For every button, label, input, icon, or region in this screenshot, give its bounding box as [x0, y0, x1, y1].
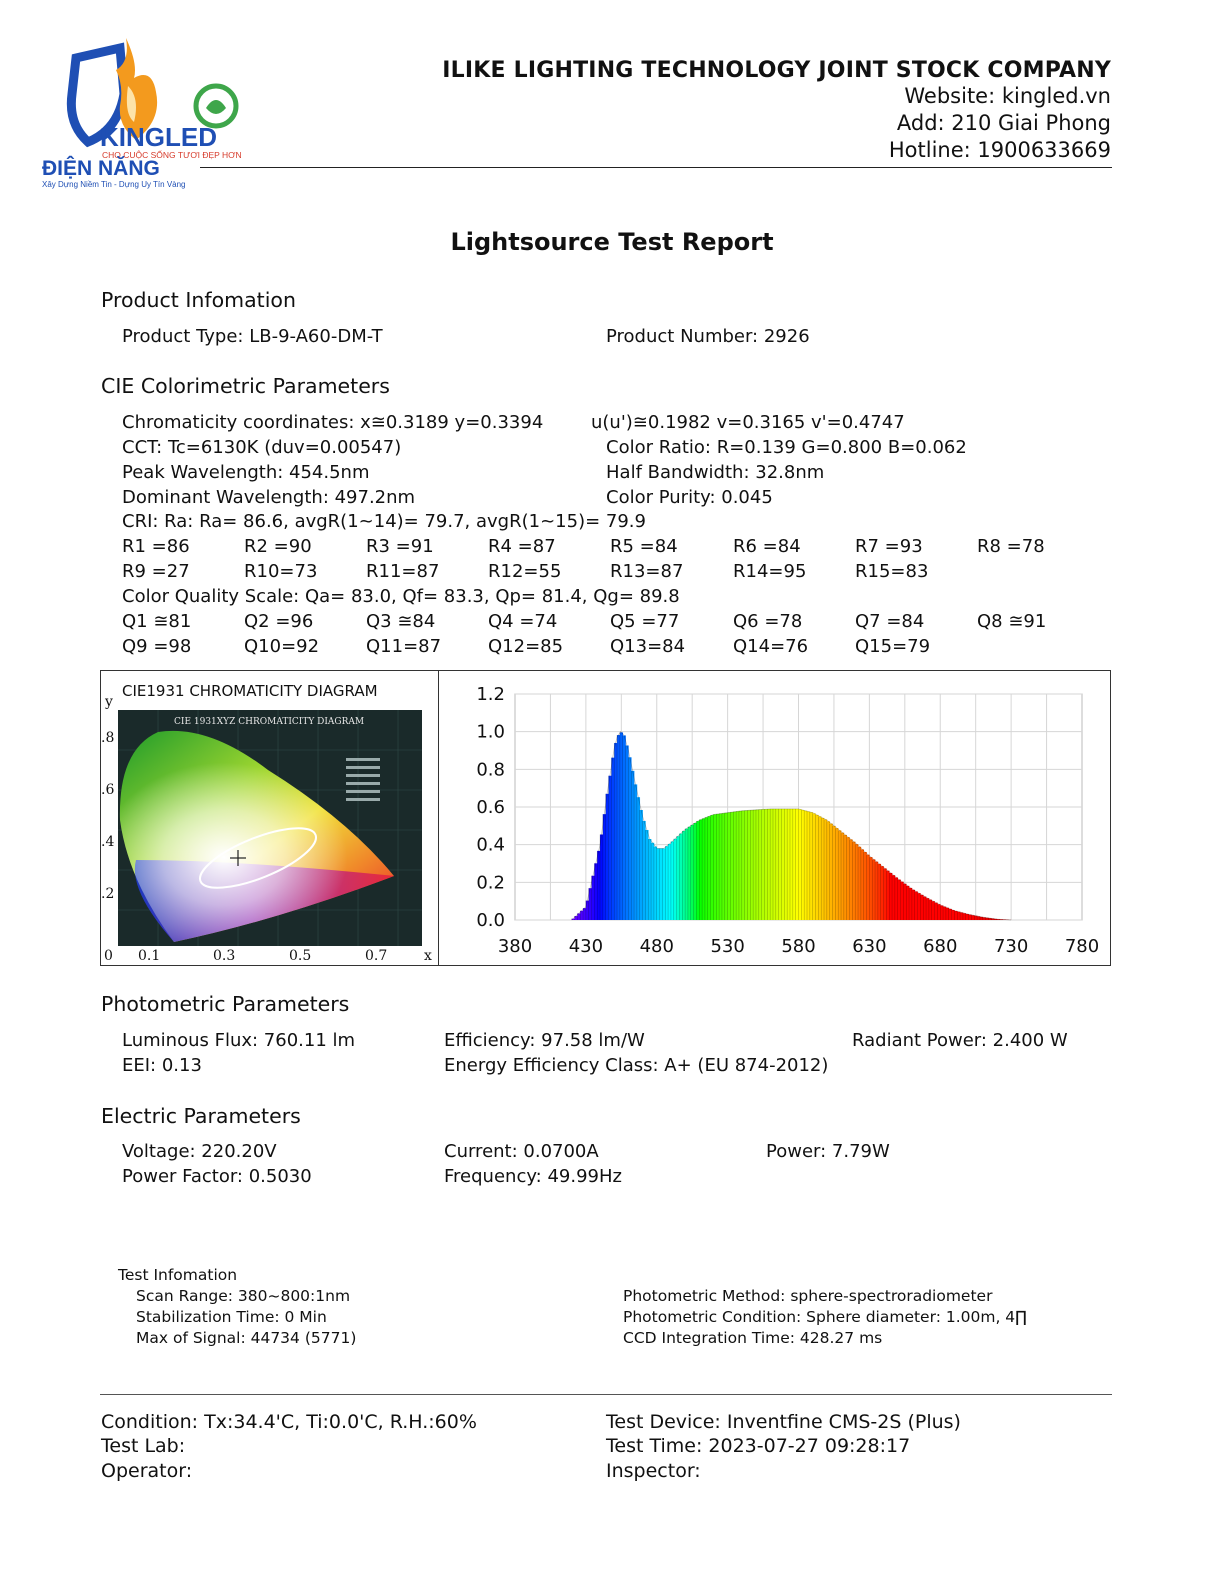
cie-x-label: x — [424, 948, 432, 964]
logo-slogan: CHO CUỘC SỐNG TƯƠI ĐẸP HƠN — [102, 150, 242, 160]
condition: Condition: Tx:34.4'C, Ti:0.0'C, R.H.:60% — [101, 1411, 477, 1433]
q-value: Q7 =84 — [855, 611, 925, 632]
logo-dealer-slogan: Xây Dựng Niềm Tin - Dựng Uy Tín Vàng — [42, 180, 186, 189]
r-value: R8 =78 — [977, 536, 1045, 557]
x-tick-label: 380 — [497, 936, 533, 957]
q-value: Q9 =98 — [122, 636, 192, 657]
x-tick-label: 530 — [710, 936, 745, 957]
frequency: Frequency: 49.99Hz — [444, 1166, 622, 1187]
y-tick-label: 1.2 — [476, 684, 505, 705]
q-value: Q12=85 — [488, 636, 564, 657]
photometric-method: Photometric Method: sphere-spectroradiometer — [623, 1287, 993, 1305]
electric-heading: Electric Parameters — [101, 1104, 301, 1128]
cie-x-tick: 0.3 — [213, 948, 236, 964]
r-value: R3 =91 — [366, 536, 434, 557]
photometric-condition: Photometric Condition: Sphere diameter: 1.00m, 4∏ — [623, 1308, 1027, 1326]
r-value: R5 =84 — [610, 536, 678, 557]
inspector: Inspector: — [606, 1460, 701, 1482]
test-device: Test Device: Inventfine CMS-2S (Plus) — [606, 1411, 961, 1433]
footer-divider — [100, 1394, 1112, 1395]
peak-wavelength: Peak Wavelength: 454.5nm — [122, 462, 370, 483]
dominant-wavelength: Dominant Wavelength: 497.2nm — [122, 487, 416, 508]
current: Current: 0.0700A — [444, 1141, 599, 1162]
company-name: ILIKE LIGHTING TECHNOLOGY JOINT STOCK COMPANY — [442, 58, 1111, 83]
company-website[interactable]: Website: kingled.vn — [904, 84, 1111, 108]
r-value: R10=73 — [244, 561, 318, 582]
r-value: R2 =90 — [244, 536, 312, 557]
cie-y-tick: .2 — [101, 886, 115, 902]
product-number: Product Number: 2926 — [606, 326, 810, 347]
diagram-divider — [438, 670, 439, 966]
q-value: Q15=79 — [855, 636, 931, 657]
r-value: R1 =86 — [122, 536, 190, 557]
x-tick-label: 780 — [1064, 936, 1100, 957]
logo-dealer: ĐIỆN NĂNG — [42, 157, 160, 180]
r-value: R14=95 — [733, 561, 807, 582]
r-value: R7 =93 — [855, 536, 923, 557]
test-lab: Test Lab: — [101, 1435, 186, 1457]
cie-y-tick: .8 — [101, 730, 115, 746]
color-ratio: Color Ratio: R=0.139 G=0.800 B=0.062 — [606, 437, 967, 458]
q-value: Q13=84 — [610, 636, 686, 657]
r-value: R13=87 — [610, 561, 684, 582]
half-bandwidth: Half Bandwidth: 32.8nm — [606, 462, 825, 483]
scan-range: Scan Range: 380~800:1nm — [136, 1287, 351, 1305]
power: Power: 7.79W — [766, 1141, 890, 1162]
cie-x-tick: 0.5 — [289, 948, 312, 964]
company-hotline: Hotline: 1900633669 — [888, 138, 1111, 162]
company-address: Add: 210 Giai Phong — [896, 111, 1111, 135]
luminous-flux: Luminous Flux: 760.11 lm — [122, 1030, 356, 1051]
logo-brand: KINGLED — [100, 122, 217, 152]
y-tick-label: 0.4 — [476, 834, 505, 856]
power-factor: Power Factor: 0.5030 — [122, 1166, 312, 1187]
q-value: Q6 =78 — [733, 611, 803, 632]
r-value: R9 =27 — [122, 561, 190, 582]
q-value: Q11=87 — [366, 636, 442, 657]
test-info-heading: Test Infomation — [118, 1266, 238, 1284]
q-value: Q3 ≅84 — [366, 611, 436, 632]
x-tick-label: 580 — [781, 936, 816, 957]
q-value: Q4 =74 — [488, 611, 558, 632]
y-tick-label: 1.0 — [476, 721, 505, 743]
cie-diagram-title: CIE1931 CHROMATICITY DIAGRAM — [122, 682, 378, 700]
q-value: Q2 =96 — [244, 611, 314, 632]
cie-x-tick: 0.1 — [138, 948, 161, 964]
q-value: Q10=92 — [244, 636, 320, 657]
x-tick-label: 430 — [568, 936, 604, 957]
photometric-heading: Photometric Parameters — [101, 992, 350, 1016]
y-tick-label: 0.8 — [476, 759, 505, 781]
kingled-logo — [38, 34, 268, 196]
product-type: Product Type: LB-9-A60-DM-T — [122, 326, 383, 347]
q-value: Q8 ≅91 — [977, 611, 1047, 632]
cqs-summary: Color Quality Scale: Qa= 83.0, Qf= 83.3, Qp= 81.4, Qg= 89.8 — [122, 586, 680, 607]
report-title: Lightsource Test Report — [450, 228, 774, 256]
r-value: R4 =87 — [488, 536, 556, 557]
product-heading: Product Infomation — [101, 288, 296, 312]
company-block — [442, 58, 1111, 164]
q-value: Q14=76 — [733, 636, 809, 657]
header-divider — [200, 167, 1112, 168]
chromaticity-coords: Chromaticity coordinates: x≅0.3189 y=0.3394 — [122, 412, 544, 433]
x-tick-label: 630 — [852, 936, 887, 957]
stabilization-time: Stabilization Time: 0 Min — [136, 1308, 327, 1326]
y-tick-label: 0.2 — [476, 872, 505, 894]
cri-summary: CRI: Ra: Ra= 86.6, avgR(1~14)= 79.7, avgR(1~15)= 79.9 — [122, 511, 646, 532]
r-value: R12=55 — [488, 561, 562, 582]
cie-inner-title: CIE 1931XYZ CHROMATICITY DIAGRAM — [174, 717, 365, 727]
x-tick-label: 680 — [923, 936, 958, 957]
q-value: Q1 ≅81 — [122, 611, 192, 632]
x-tick-label: 730 — [993, 936, 1029, 957]
efficiency: Efficiency: 97.58 lm/W — [444, 1030, 645, 1051]
q-value: Q5 =77 — [610, 611, 680, 632]
cie-y-tick: .6 — [101, 782, 115, 798]
x-tick-label: 480 — [639, 936, 674, 957]
ccd-integration-time: CCD Integration Time: 428.27 ms — [623, 1329, 883, 1347]
uv-coords: u(u')≅0.1982 v=0.3165 v'=0.4747 — [591, 412, 905, 433]
eei: EEI: 0.13 — [122, 1055, 202, 1076]
cie-heading: CIE Colorimetric Parameters — [101, 374, 390, 398]
energy-class: Energy Efficiency Class: A+ (EU 874-2012) — [444, 1055, 829, 1076]
max-signal: Max of Signal: 44734 (5771) — [136, 1329, 357, 1347]
r-value: R15=83 — [855, 561, 929, 582]
r-value: R11=87 — [366, 561, 440, 582]
spectrum-chart — [440, 676, 1108, 964]
voltage: Voltage: 220.20V — [122, 1141, 277, 1162]
operator: Operator: — [101, 1460, 193, 1482]
r-value: R6 =84 — [733, 536, 801, 557]
cie-y-tick: .4 — [101, 834, 115, 850]
y-tick-label: 0.6 — [476, 797, 505, 818]
cie-x-tick: 0 — [104, 948, 113, 964]
y-tick-label: 0.0 — [476, 910, 505, 931]
cie-y-label: y — [105, 694, 113, 710]
cie-x-tick: 0.7 — [365, 948, 388, 964]
cie-chromaticity-image — [118, 710, 422, 946]
test-time: Test Time: 2023-07-27 09:28:17 — [606, 1435, 911, 1457]
cct-value: CCT: Tc=6130K (duv=0.00547) — [122, 437, 402, 458]
radiant-power: Radiant Power: 2.400 W — [852, 1030, 1068, 1051]
color-purity: Color Purity: 0.045 — [606, 487, 773, 508]
